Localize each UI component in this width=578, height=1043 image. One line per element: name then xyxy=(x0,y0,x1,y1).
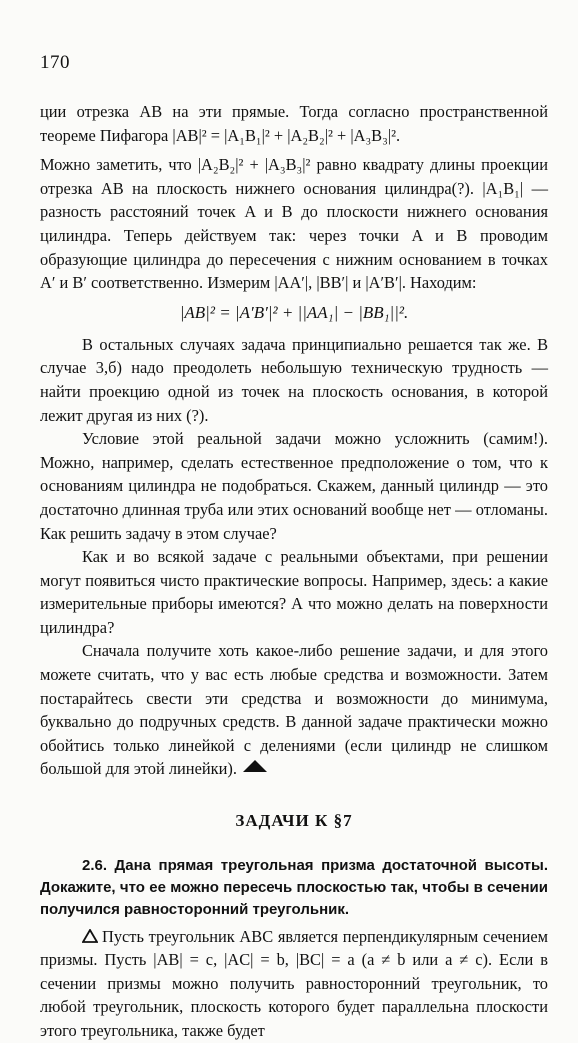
formula-text: |AB|² = |A′B′|² + ||AA₁| − |BB₁||². xyxy=(179,302,409,322)
page-number: 170 xyxy=(40,52,70,73)
paragraph-5: Как и во всякой задаче с реальными объектами, при решении могут появиться чисто практические вопросы. Например, здесь: а какие измерительные приборы имеются? А что можно делать на поверхности цилиндра? xyxy=(40,547,548,637)
open-triangle-icon xyxy=(82,929,98,943)
solution-text: Пусть треугольник ABC является перпендикулярным сечением призмы. Пусть |AB| = c, |AC| = b, |BC| = a (a ≠ b или a ≠ c). Если в сечении призмы можно получить равносторонний треугольник, то любой треугольник, плоскость которого будет параллельна плоскости этого треугольника, также будет xyxy=(40,926,548,1040)
paragraph-1: ции отрезка AB на эти прямые. Тогда согласно пространственной теореме Пифагора |AB|² = |A₁B₁|² + |A₂B₂|² + |A₃B₃|². xyxy=(40,102,548,145)
solution-paragraph xyxy=(40,925,548,1043)
paragraph-4: Условие этой реальной задачи можно усложнить (самим!). Можно, например, сделать естественное предположение о том, что к основаниям цилиндра не подобраться. Скажем, данный цилиндр — это достаточно длинная труба или этих оснований вообще нет — отломаны. Как решить задачу в этом случае? xyxy=(40,429,548,543)
paragraph-6-text: Сначала получите хоть какое-либо решение задачи, и для этого можете считать, что у вас есть любые средства и возможности. Затем постарайтесь свести эти средства и возможности до минимума, буквально до подручных средств. В данной задаче практически можно обойтись только линейкой с делениями (если цилиндр не слишком большой для этой линейки). xyxy=(40,641,548,779)
filled-triangle-icon xyxy=(243,760,267,772)
section-heading: ЗАДАЧИ К §7 xyxy=(235,811,353,831)
paragraph-3: В остальных случаях задача принципиально решается так же. В случае 3,б) надо преодолеть небольшую техническую трудность — найти проекцию одной из точек на плоскость основания, в которой лежит другая из них (?). xyxy=(40,334,548,425)
paragraph-2: Можно заметить, что |A₂B₂|² + |A₃B₃|² равно квадрату длины проекции отрезка AB на плоскость нижнего основания цилиндра(?). |A₁B₁| — разность расстояний точек A и B до плоскости нижнего основания цилиндра. Теперь действуем так: через точки A и B проводим образующие цилиндра до пересечения с нижним основанием в точках A′ и B′ соответственно. Измерим |AA′|, |BB′| и |A′B′|. Находим: xyxy=(40,155,548,293)
problem-statement: 2.6. Дана прямая треугольная призма достаточной высоты. Докажите, что ее можно пересечь плоскостью так, чтобы в сечении получился равносторонний треугольник. xyxy=(40,856,548,918)
pythagoras-formula xyxy=(40,301,548,325)
page-text xyxy=(40,100,548,1043)
paragraph-6 xyxy=(40,639,548,781)
